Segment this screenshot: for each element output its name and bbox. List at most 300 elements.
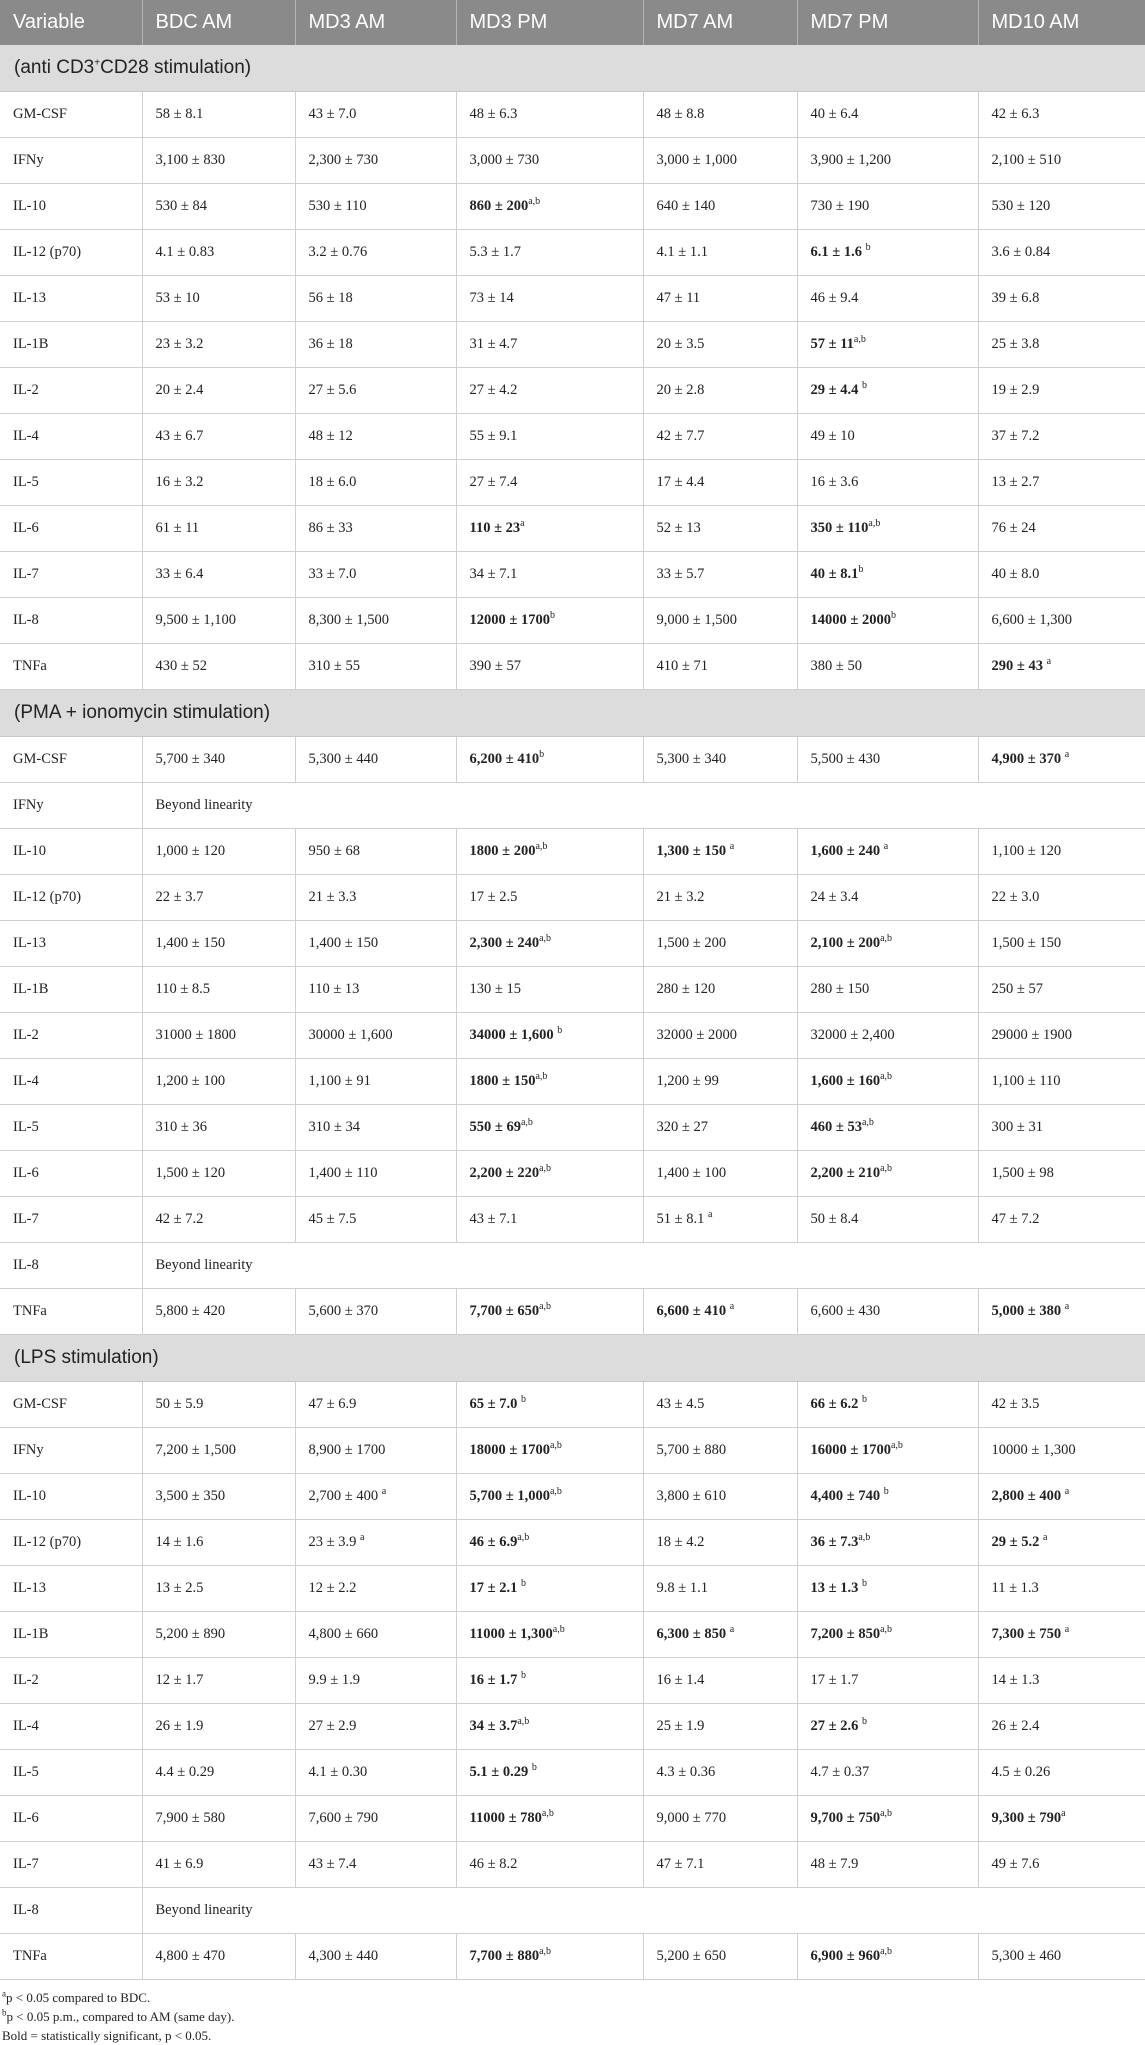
value-text: 40 ± 8.0: [991, 566, 1040, 582]
value-text: 66 ± 6.2: [810, 1396, 862, 1412]
value-text: 6,200 ± 410: [469, 751, 540, 767]
variable-cell: IFNy: [0, 783, 142, 829]
value-text: 51 ± 8.1: [656, 1211, 708, 1227]
value-text: 17 ± 2.5: [469, 889, 518, 905]
significance-marker: a: [1042, 1532, 1048, 1544]
value-cell: [142, 1566, 295, 1612]
variable-cell: IL-13: [0, 276, 142, 322]
value-text: 2,200 ± 210: [810, 1165, 881, 1181]
value-cell: [978, 92, 1145, 138]
value-text: 380 ± 50: [810, 658, 862, 674]
value-text: 860 ± 200: [469, 198, 529, 214]
table-header: [0, 0, 1145, 45]
value-cell: [643, 1750, 797, 1796]
value-text: 45 ± 7.5: [308, 1211, 357, 1227]
value-text: 310 ± 55: [308, 658, 360, 674]
value-cell: [797, 1612, 978, 1658]
value-text: 6,600 ± 430: [810, 1303, 881, 1319]
value-cell: [643, 506, 797, 552]
significance-marker: a,b: [520, 1117, 533, 1129]
value-cell: [797, 644, 978, 690]
table-row: [0, 138, 1145, 184]
value-text: 3,100 ± 830: [155, 152, 226, 168]
table-row: [0, 829, 1145, 875]
value-text: 14 ± 1.3: [991, 1672, 1040, 1688]
value-text: 42 ± 7.7: [656, 428, 705, 444]
table-row: [0, 1888, 1145, 1934]
significance-marker: a,b: [880, 1946, 893, 1958]
value-text: 53 ± 10: [155, 290, 200, 306]
value-text: 530 ± 110: [308, 198, 367, 214]
value-cell: [142, 138, 295, 184]
value-cell: [643, 184, 797, 230]
value-cell: [295, 875, 456, 921]
value-text: 1,500 ± 200: [656, 935, 727, 951]
value-cell: [978, 1842, 1145, 1888]
value-cell: [643, 1197, 797, 1243]
significance-marker: b: [549, 610, 555, 622]
value-text: 4.1 ± 1.1: [656, 244, 708, 260]
value-text: 47 ± 7.1: [656, 1856, 705, 1872]
value-cell: [978, 138, 1145, 184]
value-cell: [456, 92, 643, 138]
value-text: 5,700 ± 880: [656, 1442, 727, 1458]
significance-marker: a,b: [539, 933, 552, 945]
value-cell: [643, 322, 797, 368]
value-text: 23 ± 3.2: [155, 336, 204, 352]
value-text: 3.2 ± 0.76: [308, 244, 368, 260]
significance-marker: b: [883, 1486, 889, 1498]
value-cell: [978, 552, 1145, 598]
variable-cell: IL-10: [0, 1474, 142, 1520]
variable-cell: IL-8: [0, 598, 142, 644]
value-cell: [978, 875, 1145, 921]
value-cell: [142, 644, 295, 690]
table-row: [0, 1474, 1145, 1520]
value-text: 4,300 ± 440: [308, 1948, 379, 1964]
value-text: 31 ± 4.7: [469, 336, 518, 352]
value-text: 16000 ± 1700: [810, 1442, 891, 1458]
value-cell: [142, 460, 295, 506]
significance-marker: a,b: [517, 1532, 530, 1544]
significance-marker: a: [1064, 1301, 1070, 1313]
value-text: 1,600 ± 160: [810, 1073, 881, 1089]
value-text: 1,000 ± 120: [155, 843, 226, 859]
value-text: 950 ± 68: [308, 843, 360, 859]
table-row: [0, 1704, 1145, 1750]
value-text: 32000 ± 2000: [656, 1027, 737, 1043]
value-cell: [456, 737, 643, 783]
value-cell: [142, 1151, 295, 1197]
header-md10-am: MD10 AM: [978, 0, 1145, 45]
value-cell: [643, 1796, 797, 1842]
footnote-text: p < 0.05 p.m., compared to AM (same day).: [6, 2009, 235, 2024]
value-text: 7,700 ± 880: [469, 1948, 540, 1964]
table-row: [0, 1428, 1145, 1474]
significance-marker: a,b: [880, 933, 893, 945]
section-title: [0, 45, 1145, 92]
value-cell: [295, 598, 456, 644]
variable-cell: IL-10: [0, 184, 142, 230]
value-text: 18 ± 6.0: [308, 474, 357, 490]
value-cell: [295, 322, 456, 368]
value-text: 5,300 ± 460: [991, 1948, 1062, 1964]
value-cell: [456, 414, 643, 460]
significance-marker: a,b: [539, 1163, 552, 1175]
value-cell: [797, 967, 978, 1013]
value-cell: [456, 184, 643, 230]
value-text: 2,300 ± 240: [469, 935, 540, 951]
value-text: 550 ± 69: [469, 1119, 521, 1135]
section-title: [0, 1335, 1145, 1382]
variable-cell: IL-12 (p70): [0, 230, 142, 276]
value-cell: [456, 1796, 643, 1842]
value-text: 350 ± 110: [810, 520, 869, 536]
value-text: 13 ± 2.5: [155, 1580, 204, 1596]
value-text: 48 ± 12: [308, 428, 353, 444]
significance-marker: b: [531, 1762, 537, 1774]
value-text: 9,700 ± 750: [810, 1810, 881, 1826]
value-cell: [295, 1796, 456, 1842]
significance-marker: a,b: [549, 1486, 562, 1498]
value-cell: [643, 644, 797, 690]
value-text: 25 ± 1.9: [656, 1718, 705, 1734]
significance-marker: a,b: [541, 1808, 554, 1820]
value-cell: [295, 1474, 456, 1520]
value-text: 430 ± 52: [155, 658, 207, 674]
variable-cell: IL-12 (p70): [0, 1520, 142, 1566]
value-cell: [142, 1934, 295, 1980]
value-cell: [142, 1612, 295, 1658]
variable-cell: IL-4: [0, 1704, 142, 1750]
value-text: 36 ± 7.3: [810, 1534, 859, 1550]
value-cell: [295, 737, 456, 783]
value-cell: [797, 322, 978, 368]
significance-marker: a: [1064, 1486, 1070, 1498]
value-cell: [797, 506, 978, 552]
value-cell: [643, 1428, 797, 1474]
value-text: 280 ± 150: [810, 981, 870, 997]
value-text: 290 ± 43: [991, 658, 1047, 674]
value-cell: [643, 875, 797, 921]
variable-cell: GM-CSF: [0, 1382, 142, 1428]
value-text: 18000 ± 1700: [469, 1442, 550, 1458]
value-text: 280 ± 120: [656, 981, 716, 997]
value-cell: [295, 368, 456, 414]
table-row: [0, 368, 1145, 414]
value-text: 31000 ± 1800: [155, 1027, 236, 1043]
value-cell: [295, 1704, 456, 1750]
value-text: 5,800 ± 420: [155, 1303, 226, 1319]
table-row: [0, 552, 1145, 598]
significance-marker: a: [729, 1624, 735, 1636]
value-cell: [456, 644, 643, 690]
value-text: 34 ± 7.1: [469, 566, 518, 582]
value-text: 3,000 ± 730: [469, 152, 540, 168]
value-cell: [295, 1428, 456, 1474]
value-text: 49 ± 7.6: [991, 1856, 1040, 1872]
value-text: 300 ± 31: [991, 1119, 1043, 1135]
section-title-text: (anti CD3: [14, 57, 95, 78]
value-text: 8,900 ± 1700: [308, 1442, 386, 1458]
value-text: 47 ± 7.2: [991, 1211, 1040, 1227]
value-text: 21 ± 3.3: [308, 889, 357, 905]
value-cell: [142, 1750, 295, 1796]
value-cell: [142, 1658, 295, 1704]
value-text: 1,500 ± 120: [155, 1165, 226, 1181]
value-cell: [978, 598, 1145, 644]
value-text: 55 ± 9.1: [469, 428, 518, 444]
value-text: 56 ± 18: [308, 290, 353, 306]
beyond-linearity-cell: Beyond linearity: [142, 1888, 1145, 1934]
significance-marker: b: [520, 1670, 526, 1682]
value-cell: [456, 1750, 643, 1796]
value-cell: [456, 1105, 643, 1151]
value-text: 40 ± 6.4: [810, 106, 859, 122]
value-cell: [295, 230, 456, 276]
value-text: 1,400 ± 150: [155, 935, 226, 951]
value-cell: [295, 644, 456, 690]
table-row: [0, 414, 1145, 460]
value-text: 250 ± 57: [991, 981, 1043, 997]
value-cell: [643, 737, 797, 783]
table-row: [0, 921, 1145, 967]
significance-marker: a: [1046, 656, 1052, 668]
value-text: 20 ± 2.4: [155, 382, 204, 398]
value-text: 27 ± 2.9: [308, 1718, 357, 1734]
value-cell: [643, 598, 797, 644]
value-cell: [142, 875, 295, 921]
significance-marker: b: [520, 1394, 526, 1406]
value-text: 110 ± 13: [308, 981, 360, 997]
significance-marker: b: [890, 610, 896, 622]
variable-cell: IFNy: [0, 1428, 142, 1474]
value-cell: [643, 92, 797, 138]
value-text: 640 ± 140: [656, 198, 716, 214]
value-text: 48 ± 7.9: [810, 1856, 859, 1872]
value-cell: [295, 921, 456, 967]
value-cell: [797, 230, 978, 276]
value-cell: [456, 1151, 643, 1197]
significance-marker: a,b: [880, 1163, 893, 1175]
value-text: 5,200 ± 890: [155, 1626, 226, 1642]
value-cell: [295, 1842, 456, 1888]
value-cell: [797, 1658, 978, 1704]
value-cell: [295, 552, 456, 598]
value-cell: [142, 1428, 295, 1474]
variable-cell: IL-13: [0, 921, 142, 967]
value-cell: [978, 1934, 1145, 1980]
value-text: 12 ± 2.2: [308, 1580, 357, 1596]
value-text: 33 ± 5.7: [656, 566, 705, 582]
value-cell: [456, 460, 643, 506]
header-row: [0, 0, 1145, 45]
significance-marker: b: [861, 380, 867, 392]
significance-marker: a,b: [528, 196, 541, 208]
value-cell: [456, 1934, 643, 1980]
value-text: 310 ± 34: [308, 1119, 360, 1135]
value-cell: [142, 322, 295, 368]
value-cell: [456, 1566, 643, 1612]
value-text: 7,200 ± 1,500: [155, 1442, 236, 1458]
value-cell: [978, 276, 1145, 322]
value-text: 73 ± 14: [469, 290, 514, 306]
value-text: 14000 ± 2000: [810, 612, 891, 628]
section-header-row: [0, 45, 1145, 92]
section-title: [0, 690, 1145, 737]
table-row: [0, 783, 1145, 829]
significance-marker: a,b: [880, 1071, 893, 1083]
value-text: 3,500 ± 350: [155, 1488, 226, 1504]
value-cell: [142, 921, 295, 967]
value-cell: [142, 829, 295, 875]
value-cell: [456, 368, 643, 414]
value-text: 4.4 ± 0.29: [155, 1764, 215, 1780]
table-row: [0, 1243, 1145, 1289]
value-cell: [456, 138, 643, 184]
value-text: 46 ± 9.4: [810, 290, 859, 306]
value-cell: [978, 1566, 1145, 1612]
value-text: 1,200 ± 99: [656, 1073, 719, 1089]
significance-marker: a,b: [890, 1440, 903, 1452]
value-text: 76 ± 24: [991, 520, 1036, 536]
variable-cell: IL-1B: [0, 967, 142, 1013]
significance-marker: a: [1061, 1808, 1066, 1820]
section-title-superscript: +: [94, 57, 101, 69]
variable-cell: IL-10: [0, 829, 142, 875]
table-row: [0, 230, 1145, 276]
variable-cell: IL-4: [0, 414, 142, 460]
value-cell: [797, 737, 978, 783]
value-text: 23 ± 3.9: [308, 1534, 360, 1550]
value-text: 12000 ± 1700: [469, 612, 550, 628]
value-cell: [142, 1520, 295, 1566]
value-cell: [142, 1013, 295, 1059]
value-text: 39 ± 6.8: [991, 290, 1040, 306]
value-cell: [643, 1704, 797, 1750]
value-cell: [797, 1704, 978, 1750]
value-cell: [643, 1289, 797, 1335]
value-cell: [295, 276, 456, 322]
value-text: 1,500 ± 150: [991, 935, 1062, 951]
table-row: [0, 737, 1145, 783]
table-row: [0, 1289, 1145, 1335]
value-cell: [456, 1428, 643, 1474]
value-cell: [978, 230, 1145, 276]
value-cell: [142, 1474, 295, 1520]
value-text: 530 ± 120: [991, 198, 1051, 214]
value-text: 41 ± 6.9: [155, 1856, 204, 1872]
value-text: 7,600 ± 790: [308, 1810, 379, 1826]
value-cell: [142, 184, 295, 230]
value-cell: [643, 1474, 797, 1520]
value-cell: [643, 1382, 797, 1428]
significance-marker: a: [1064, 749, 1070, 761]
value-cell: [978, 460, 1145, 506]
value-cell: [643, 1612, 797, 1658]
value-cell: [797, 1289, 978, 1335]
value-text: 43 ± 7.4: [308, 1856, 357, 1872]
value-text: 27 ± 2.6: [810, 1718, 862, 1734]
value-cell: [295, 1520, 456, 1566]
value-cell: [797, 1750, 978, 1796]
value-text: 19 ± 2.9: [991, 382, 1040, 398]
significance-marker: b: [858, 564, 864, 576]
value-text: 43 ± 4.5: [656, 1396, 705, 1412]
value-text: 42 ± 6.3: [991, 106, 1040, 122]
value-text: 46 ± 8.2: [469, 1856, 518, 1872]
value-cell: [978, 1013, 1145, 1059]
table-row: [0, 644, 1145, 690]
value-text: 4,800 ± 470: [155, 1948, 226, 1964]
value-text: 47 ± 6.9: [308, 1396, 357, 1412]
significance-marker: a,b: [552, 1624, 565, 1636]
value-text: 42 ± 7.2: [155, 1211, 204, 1227]
variable-cell: IL-8: [0, 1888, 142, 1934]
value-text: 65 ± 7.0: [469, 1396, 521, 1412]
value-cell: [295, 967, 456, 1013]
value-cell: [978, 1796, 1145, 1842]
value-cell: [295, 506, 456, 552]
value-text: 5,300 ± 340: [656, 751, 727, 767]
value-text: 7,200 ± 850: [810, 1626, 881, 1642]
table-row: [0, 1382, 1145, 1428]
value-text: 26 ± 2.4: [991, 1718, 1040, 1734]
value-cell: [978, 368, 1145, 414]
value-text: 20 ± 2.8: [656, 382, 705, 398]
variable-cell: IL-6: [0, 506, 142, 552]
variable-cell: IL-7: [0, 552, 142, 598]
section-title-text: (PMA + ionomycin stimulation): [14, 702, 271, 723]
value-text: 49 ± 10: [810, 428, 855, 444]
significance-marker: a,b: [880, 1624, 893, 1636]
beyond-linearity-cell: Beyond linearity: [142, 1243, 1145, 1289]
header-md3-pm: MD3 PM: [456, 0, 643, 45]
value-text: 1800 ± 200: [469, 843, 536, 859]
value-cell: [643, 1520, 797, 1566]
value-text: 3,900 ± 1,200: [810, 152, 891, 168]
value-cell: [797, 1105, 978, 1151]
significance-marker: a,b: [853, 334, 866, 346]
value-text: 50 ± 5.9: [155, 1396, 204, 1412]
value-text: 9.9 ± 1.9: [308, 1672, 360, 1688]
value-cell: [456, 506, 643, 552]
value-cell: [142, 967, 295, 1013]
value-text: 32000 ± 2,400: [810, 1027, 895, 1043]
value-text: 5.3 ± 1.7: [469, 244, 521, 260]
value-text: 16 ± 3.6: [810, 474, 859, 490]
value-cell: [295, 1151, 456, 1197]
table-row: [0, 92, 1145, 138]
value-text: 11000 ± 1,300: [469, 1626, 553, 1642]
table-row: [0, 460, 1145, 506]
variable-cell: IL-6: [0, 1151, 142, 1197]
significance-marker: b: [861, 1716, 867, 1728]
value-cell: [643, 552, 797, 598]
section-title-text-cont: CD28 stimulation): [100, 57, 252, 78]
value-text: 50 ± 8.4: [810, 1211, 859, 1227]
value-text: 5,500 ± 430: [810, 751, 881, 767]
value-text: 320 ± 27: [656, 1119, 708, 1135]
value-text: 3,000 ± 1,000: [656, 152, 737, 168]
value-text: 4.7 ± 0.37: [810, 1764, 870, 1780]
significance-marker: b: [865, 242, 871, 254]
value-text: 310 ± 36: [155, 1119, 207, 1135]
value-text: 390 ± 57: [469, 658, 521, 674]
section-header-row: [0, 690, 1145, 737]
value-cell: [456, 829, 643, 875]
footnote-text: Bold = statistically significant, p < 0.05.: [2, 2028, 212, 2043]
